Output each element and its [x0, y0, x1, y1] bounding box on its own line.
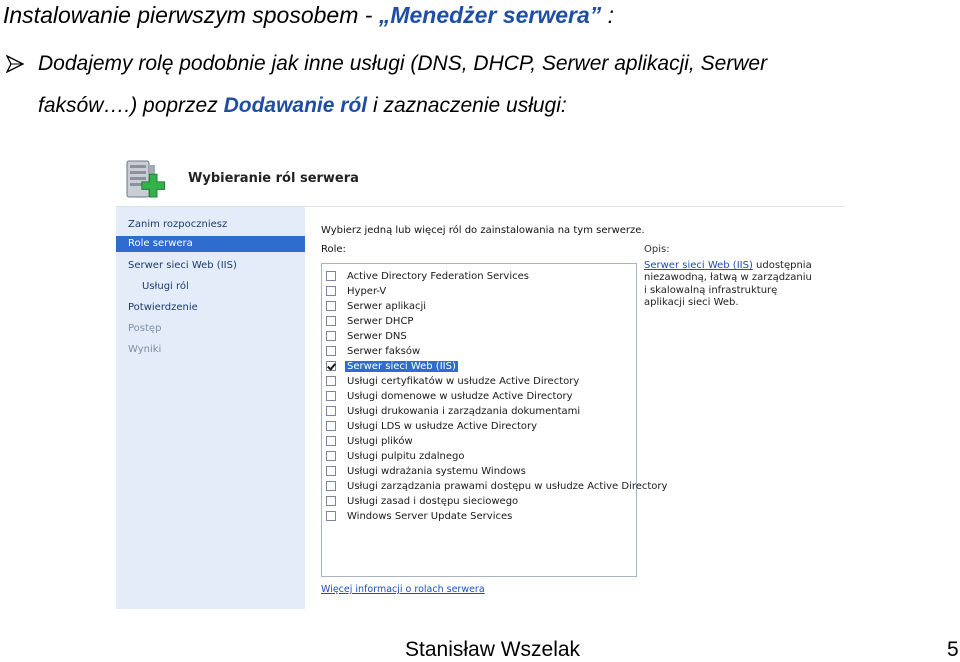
role-row[interactable] — [326, 404, 582, 418]
role-checkbox[interactable] — [326, 316, 336, 326]
role-label[interactable]: Hyper-V — [347, 285, 387, 297]
bullet-line-2 — [38, 94, 567, 118]
role-checkbox[interactable] — [326, 391, 336, 401]
description-link[interactable]: Serwer sieci Web (IIS) — [644, 260, 753, 271]
role-row[interactable] — [326, 449, 467, 463]
role-label[interactable]: Usługi pulpitu zdalnego — [347, 450, 465, 462]
role-checkbox[interactable] — [326, 496, 336, 506]
wizard-title: Wybieranie ról serwera — [188, 171, 359, 186]
nav-server-roles[interactable]: Role serwera — [116, 236, 305, 252]
nav-role-services[interactable]: Usługi ról — [142, 281, 189, 292]
role-checkbox[interactable] — [326, 286, 336, 296]
wizard-header — [116, 152, 845, 207]
role-label[interactable]: Usługi wdrażania systemu Windows — [347, 465, 526, 477]
role-label[interactable]: Usługi plików — [347, 435, 413, 447]
description-text — [644, 260, 816, 309]
role-label[interactable]: Usługi domenowe w usłudze Active Directory — [347, 390, 573, 402]
role-label[interactable]: Serwer DNS — [347, 330, 407, 342]
role-row[interactable] — [326, 329, 409, 343]
role-checkbox[interactable] — [326, 376, 336, 386]
role-label[interactable]: Windows Server Update Services — [347, 510, 513, 522]
role-row[interactable] — [326, 374, 581, 388]
role-checkbox[interactable] — [326, 271, 336, 281]
role-checkbox[interactable] — [326, 451, 336, 461]
role-label[interactable]: Usługi zasad i dostępu sieciowego — [347, 495, 519, 507]
bullet-arrow-icon — [6, 55, 24, 73]
role-row[interactable] — [326, 479, 669, 493]
role-row[interactable] — [326, 509, 514, 523]
role-label[interactable]: Usługi drukowania i zarządzania dokumentami — [347, 405, 581, 417]
wizard-content — [305, 207, 845, 609]
title-highlight: „Menedżer serwera” — [378, 2, 602, 28]
role-row[interactable] — [326, 269, 531, 283]
role-row[interactable] — [326, 299, 428, 313]
role-checkbox[interactable] — [326, 361, 336, 371]
role-checkbox[interactable] — [326, 436, 336, 446]
roles-list[interactable] — [321, 263, 668, 577]
add-roles-wizard — [116, 152, 845, 609]
server-add-icon — [123, 157, 169, 203]
role-label[interactable]: Serwer aplikacji — [347, 300, 427, 312]
bullet-highlight: Dodawanie ról — [223, 94, 368, 117]
role-row[interactable] — [326, 314, 415, 328]
role-row[interactable] — [326, 359, 458, 373]
slide-title — [3, 2, 614, 29]
more-info-link[interactable]: Więcej informacji o rolach serwera — [321, 584, 485, 595]
role-label[interactable]: Serwer sieci Web (IIS) — [347, 360, 456, 372]
bullet-line-2-prefix: faksów….) poprzez — [38, 94, 224, 117]
nav-before-you-begin[interactable]: Zanim rozpoczniesz — [128, 219, 228, 230]
role-label[interactable]: Active Directory Federation Services — [347, 270, 529, 282]
role-checkbox[interactable] — [326, 331, 336, 341]
nav-results: Wyniki — [128, 344, 162, 355]
description-heading: Opis: — [644, 244, 670, 255]
role-checkbox[interactable] — [326, 511, 336, 521]
role-label[interactable]: Usługi LDS w usłudze Active Directory — [347, 420, 538, 432]
role-row[interactable] — [326, 389, 575, 403]
roles-heading: Role: — [321, 244, 346, 255]
role-checkbox[interactable] — [326, 481, 336, 491]
role-checkbox[interactable] — [326, 301, 336, 311]
role-row[interactable] — [326, 464, 528, 478]
role-row[interactable] — [326, 494, 520, 508]
role-checkbox[interactable] — [326, 421, 336, 431]
role-checkbox[interactable] — [326, 406, 336, 416]
nav-web-server-iis[interactable]: Serwer sieci Web (IIS) — [128, 260, 237, 271]
role-row[interactable] — [326, 284, 388, 298]
role-label[interactable]: Serwer faksów — [347, 345, 421, 357]
role-row[interactable] — [326, 419, 539, 433]
nav-progress: Postęp — [128, 323, 162, 334]
nav-confirmation[interactable]: Potwierdzenie — [128, 302, 198, 313]
role-label[interactable]: Usługi certyfikatów w usłudze Active Directory — [347, 375, 580, 387]
role-row[interactable] — [326, 344, 422, 358]
title-prefix: Instalowanie pierwszym sposobem - — [3, 2, 379, 28]
bullet-line-1: Dodajemy rolę podobnie jak inne usługi (DNS, DHCP, Serwer aplikacji, Serwer — [38, 52, 768, 75]
description-body: udostępnia niezawodną, łatwą w zarządzaniu i skalowalną infrastrukturę aplikacji sieci Web. — [644, 260, 812, 308]
title-suffix: : — [601, 2, 615, 28]
bullet-line-2-suffix: i zaznaczenie usługi: — [367, 94, 567, 117]
role-checkbox[interactable] — [326, 466, 336, 476]
role-label[interactable]: Serwer DHCP — [347, 315, 414, 327]
wizard-nav — [116, 207, 305, 609]
instruction-text: Wybierz jedną lub więcej ról do zainstalowania na tym serwerze. — [321, 225, 645, 236]
role-checkbox[interactable] — [326, 346, 336, 356]
page-number: 5 — [947, 638, 959, 661]
role-label[interactable]: Usługi zarządzania prawami dostępu w usłudze Active Directory — [347, 480, 668, 492]
footer-author: Stanisław Wszelak — [405, 638, 581, 661]
role-row[interactable] — [326, 434, 415, 448]
